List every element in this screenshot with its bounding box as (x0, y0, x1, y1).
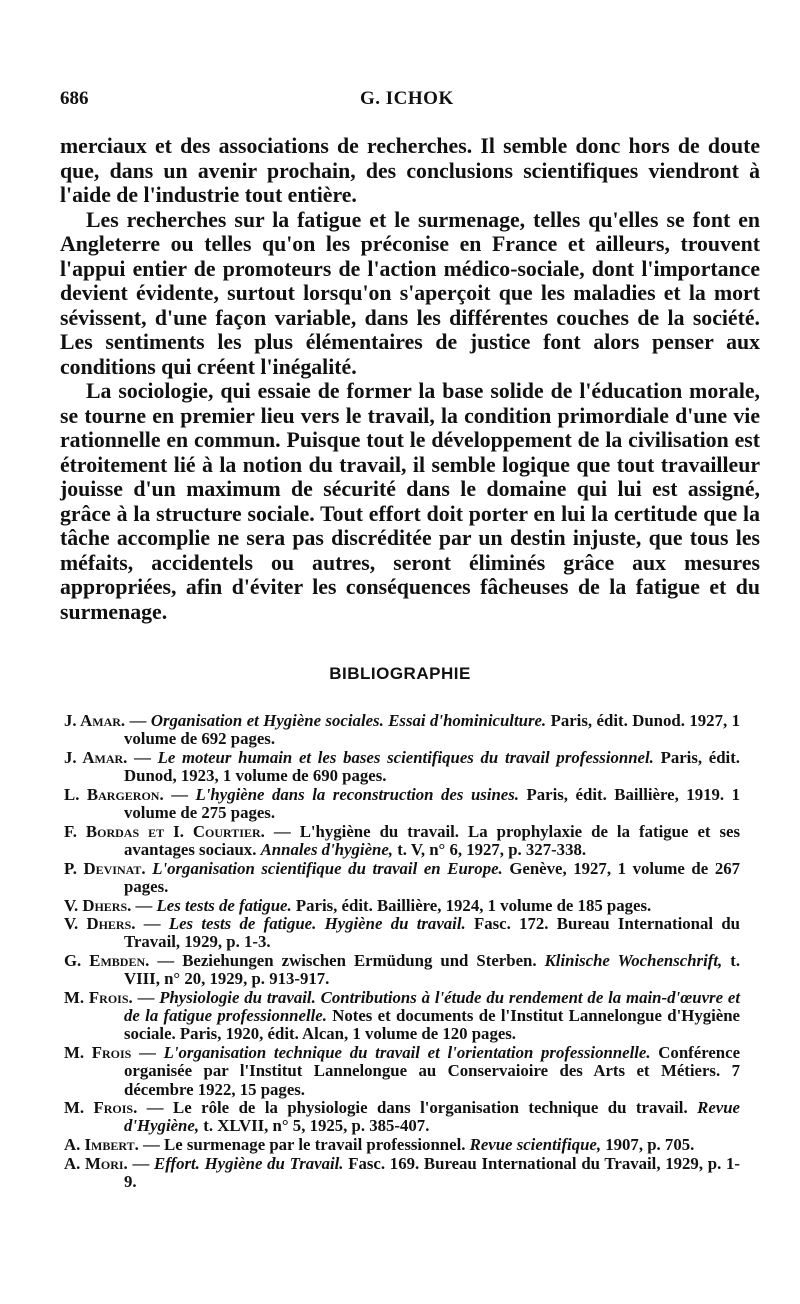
bibliography-entry (64, 1136, 740, 1154)
ref-separator: — (138, 1135, 164, 1155)
ref-details: Le surmenage par le travail professionnel. (164, 1135, 470, 1155)
ref-author: M. Frois. (64, 1098, 138, 1118)
ref-separator: — (149, 951, 183, 971)
ref-journal: Revue d'Hygiène, (124, 1098, 740, 1136)
bibliography-entry (64, 823, 740, 859)
paragraph: Les recherches sur la fatigue et le surmenage, telles qu'elles se font en Angleterre ou telles qu'on les préconise en France et ailleurs, trouvent l'appui entier de promoteurs de l'action médico-sociale, dont l'importance devient évidente, surtout lorsqu'on s'aperçoit que les maladies et la mort sévissent, d'une façon variable, dans les différentes couches de la société. Les sentiments les plus élémentaires de justice font alors penser aux conditions qui créent l'inégalité. (60, 207, 760, 379)
bibliography-list (64, 712, 740, 1192)
ref-author: V. Dhers. (64, 914, 136, 934)
ref-author: M. Frois (64, 1043, 132, 1063)
ref-author: L. Bargeron. (64, 784, 164, 804)
ref-title: Le moteur humain et les bases scientifiques du travail professionnel. (157, 747, 654, 767)
ref-details: 1907, p. 705. (601, 1135, 695, 1155)
ref-journal: Klinische Wochenschrift, (544, 951, 723, 971)
ref-separator: — (131, 895, 157, 915)
running-head: G. ICHOK (360, 88, 454, 109)
bibliography-entry (64, 712, 740, 748)
ref-title: Physiologie du travail. Contributions à l'étude du rendement de la main-d'œuvre et de la fatigue professionnelle. (124, 988, 740, 1026)
ref-details: Conférence organisée par l'Institut Lannelongue au Conservaioire des Arts et Métiers. 7 décembre 1922, 15 pages. (124, 1043, 741, 1099)
ref-details: Genève, 1927, 1 volume de 267 pages. (124, 858, 740, 896)
ref-author: P. Devinat. (64, 858, 146, 878)
bibliography-entry (64, 1044, 740, 1099)
ref-details: L'hygiène du travail. La prophylaxie de la fatigue et ses avantages sociaux. (124, 821, 741, 859)
ref-title: L'organisation scientifique du travail en Europe. (152, 858, 503, 878)
bibliography-entry (64, 989, 740, 1044)
ref-title: L'hygiène dans la reconstruction des usines. (195, 784, 519, 804)
ref-separator: — (135, 914, 169, 934)
ref-details: Paris, édit. Baillière, 1924, 1 volume de 185 pages. (291, 895, 652, 915)
section-heading: BIBLIOGRAPHIE (329, 664, 471, 683)
ref-details: Le rôle de la physiologie dans l'organisation technique du travail. (173, 1098, 698, 1118)
ref-separator: — (131, 1043, 164, 1063)
ref-separator: — (127, 747, 158, 767)
bibliography-entry (64, 786, 740, 822)
ref-separator: — (125, 711, 151, 730)
ref-author: J. Amar. (64, 711, 126, 730)
ref-title: Organisation et Hygiène sociales. Essai d'hominiculture. (150, 711, 547, 730)
ref-details: Notes et documents de l'Institut Lannelongue d'Hygiène sociale. Paris, 1920, édit. Alcan, 1 volume de 120 pages. (124, 1006, 740, 1044)
ref-separator: — (163, 784, 196, 804)
ref-journal: Revue scientifique, (469, 1135, 602, 1155)
ref-details: Paris, édit. Baillière, 1919. 1 volume de 275 pages. (124, 784, 740, 823)
ref-separator: — (132, 988, 160, 1008)
ref-separator: — (137, 1098, 174, 1118)
paragraph: merciaux et des associations de recherches. Il semble donc hors de doute que, dans un avenir prochain, des conclusions scientifiques viendront à l'aide de l'industrie tout entière. (60, 134, 760, 207)
ref-title: L'organisation technique du travail et l'orientation professionnelle. (163, 1043, 651, 1063)
bibliography-entry (64, 1155, 740, 1191)
ref-details: Fasc. 172. Bureau International du Travail, 1929, p. 1-3. (124, 914, 740, 952)
ref-author: V. Dhers. (64, 895, 132, 915)
ref-journal: Annales d'hygiène, (260, 839, 393, 859)
ref-title: Les tests de fatigue. (156, 895, 292, 915)
page-header (60, 88, 760, 112)
bibliography-entry (64, 915, 740, 951)
ref-title: Les tests de fatigue. Hygiène du travail. (168, 914, 466, 934)
ref-details: Beziehungen zwischen Ermüdung und Sterben. (182, 951, 545, 971)
ref-separator: — (127, 1153, 155, 1173)
ref-author: J. Amar. (64, 747, 128, 767)
page-number: 686 (60, 88, 89, 109)
bibliography-entry (64, 897, 740, 915)
paragraph: La sociologie, qui essaie de former la base solide de l'éducation morale, se tourne en premier lieu vers le travail, la condition primordiale d'une vie rationnelle en commun. Puisque tout le développement de la civilisation est étroitement lié à la notion du travail, il semble logique que tout travailleur jouisse d'un maximum de sécurité dans le domaine qui lui est assigné, grâce à la structure sociale. Tout effort doit porter en lui la certitude que la tâche accomplie ne sera pas discréditée par un destin injuste, que tous les méfaits, accidentels ou autres, seront éliminés grâce aux mesures appropriées, afin d'éviter les conséquences fâcheuses de la fatigue et du surmenage. (60, 379, 760, 624)
ref-details: Paris, édit. Dunod, 1923, 1 volume de 690 pages. (124, 747, 741, 786)
ref-author: M. Frois. (64, 988, 133, 1008)
bibliography-entry (64, 952, 740, 988)
bibliography-entry (64, 1099, 740, 1135)
ref-separator: — (264, 821, 300, 841)
bibliography-entry (64, 860, 740, 896)
ref-author: F. Bordas et I. Courtier. (64, 821, 265, 841)
ref-author: A. Mori. (64, 1153, 128, 1173)
body-text (60, 134, 760, 624)
ref-details: Fasc. 169. Bureau International du Travail, 1929, p. 1-9. (124, 1153, 740, 1192)
ref-title: Effort. Hygiène du Travail. (154, 1153, 344, 1173)
ref-author: A. Imbert. (64, 1135, 139, 1155)
ref-details: t. XLVII, n° 5, 1925, p. 385-407. (199, 1116, 430, 1136)
ref-author: G. Embden. (64, 951, 150, 971)
ref-details: t. V, n° 6, 1927, p. 327-338. (393, 839, 587, 859)
bibliography-entry (64, 749, 740, 785)
ref-details: t. VIII, n° 20, 1929, p. 913-917. (124, 951, 741, 989)
ref-details: Paris, édit. Dunod. 1927, 1 volume de 692 pages. (124, 711, 741, 749)
